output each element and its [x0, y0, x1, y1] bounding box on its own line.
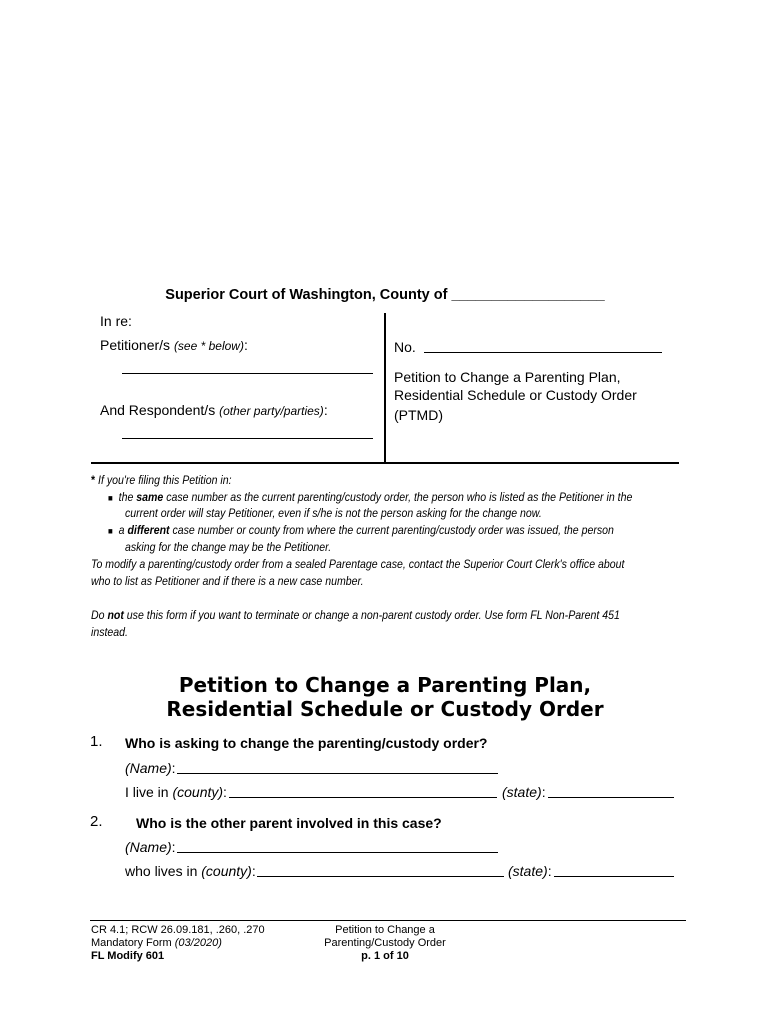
- petitioners-colon: :: [243, 337, 248, 353]
- question-1-state-line[interactable]: [548, 797, 674, 798]
- bullet-same-text-b: case number as the current parenting/custody order, the person who is listed as the Petitioner in the: [166, 490, 633, 504]
- court-title: Superior Court of Washington, County of ___________________: [165, 287, 605, 303]
- question-1-name-label: (Name): [125, 760, 172, 776]
- question-2-county-line[interactable]: [257, 876, 504, 877]
- footer-center: [300, 924, 470, 963]
- question-1-county-line[interactable]: [229, 797, 497, 798]
- do-not-text-b: use this form if you want to terminate or change a non-parent custody order. Use form FL Non-Parent 451: [126, 608, 620, 622]
- caption-doc-title: [394, 368, 637, 424]
- bullet-different-text-a: a: [118, 523, 125, 537]
- question-2-state-line[interactable]: [554, 876, 674, 877]
- main-title-line1: Petition to Change a Parenting Plan,: [178, 673, 592, 697]
- footer-center-line1: Petition to Change a: [335, 924, 435, 936]
- do-not-text-a: Do: [91, 608, 105, 622]
- question-1-name-line[interactable]: [177, 773, 498, 774]
- filing-note-intro-text: If you're filing this Petition in:: [98, 473, 232, 487]
- petitioners-note: (see * below): [173, 339, 244, 353]
- question-2-state-label: (state): [508, 863, 548, 879]
- bullet-different: [108, 522, 614, 540]
- caption-doc-abbrev: (PTMD): [394, 407, 443, 423]
- respondent-name-line[interactable]: [122, 438, 373, 439]
- question-1-number: 1.: [90, 733, 103, 750]
- footer-mandatory-form: Mandatory Form: [91, 937, 172, 949]
- petitioners-row: [100, 337, 248, 353]
- question-1-name-row: (Name):: [125, 760, 176, 776]
- question-2-county-label: (county): [201, 863, 252, 879]
- bullet-same: [108, 489, 632, 507]
- footer-center-line2: Parenting/Custody Order: [324, 937, 446, 949]
- respondents-label: And Respondent/s: [100, 402, 216, 418]
- in-re-label: In re:: [100, 313, 132, 329]
- footer-page-number: p. 1 of 10: [361, 950, 409, 962]
- question-1-state-label: (state): [502, 784, 542, 800]
- question-2-name-label: (Name): [125, 839, 172, 855]
- bullet-square-icon: ■: [108, 493, 113, 503]
- petitioner-name-line[interactable]: [122, 373, 373, 374]
- main-title-line2: Residential Schedule or Custody Order: [166, 697, 604, 721]
- footer-left: [91, 924, 265, 963]
- question-2-location-prefix: who lives in: [125, 863, 198, 879]
- footer-form-code: FL Modify 601: [91, 950, 165, 962]
- question-1-location-prefix: I live in: [125, 784, 169, 800]
- main-title: [0, 673, 770, 721]
- question-2-state-row: (state):: [508, 863, 552, 879]
- question-2-text: Who is the other parent involved in this case?: [136, 815, 442, 831]
- bullet-different-line2: asking for the change may be the Petitioner.: [125, 540, 332, 554]
- do-not-note: [91, 607, 620, 624]
- sealed-note-line1: To modify a parenting/custody order from a sealed Parentage case, contact the Superior Court Clerk's office about: [91, 557, 625, 571]
- question-1-state-row: (state):: [502, 784, 546, 800]
- footer-citation: CR 4.1; RCW 26.09.181, .260, .270: [91, 924, 265, 936]
- filing-note-intro: * If you're filing this Petition in:: [91, 473, 232, 487]
- bullet-same-text-a: the: [118, 490, 134, 504]
- question-1-county-label: (county): [172, 784, 224, 800]
- caption-divider: [384, 313, 386, 463]
- petitioners-label: Petitioner/s: [100, 337, 171, 353]
- respondents-note: (other party/parties): [219, 404, 324, 418]
- case-number-line[interactable]: [424, 352, 662, 353]
- caption-bottom-rule: [91, 462, 679, 464]
- do-not-note-line2: instead.: [91, 625, 128, 639]
- bullet-different-text-b: case number or county from where the current parenting/custody order was issued, the person: [172, 523, 614, 537]
- question-2-name-line[interactable]: [177, 852, 498, 853]
- question-1-text: Who is asking to change the parenting/custody order?: [125, 735, 488, 751]
- footer-mandatory-row: [91, 937, 265, 950]
- do-not-bold: not: [107, 608, 124, 622]
- question-2-location-row: who lives in (county):: [125, 863, 256, 879]
- bullet-different-bold: different: [127, 523, 170, 537]
- question-2-name-row: (Name):: [125, 839, 176, 855]
- case-no-label: No.: [394, 339, 416, 355]
- bullet-same-bold: same: [136, 490, 164, 504]
- caption-doc-title-line1: Petition to Change a Parenting Plan,: [394, 369, 621, 385]
- respondents-row: [100, 402, 328, 418]
- caption-doc-title-line2: Residential Schedule or Custody Order: [394, 387, 637, 403]
- footer-rule: [90, 920, 686, 921]
- bullet-square-icon: ■: [108, 526, 113, 536]
- bullet-same-line2: current order will stay Petitioner, even if s/he is not the person asking for the change now.: [125, 506, 542, 520]
- sealed-note-line2: who to list as Petitioner and if there is a new case number.: [91, 574, 364, 588]
- respondents-colon: :: [323, 402, 328, 418]
- question-2-number: 2.: [90, 813, 103, 830]
- footer-form-date: (03/2020): [174, 937, 222, 949]
- question-1-location-row: I live in (county):: [125, 784, 227, 800]
